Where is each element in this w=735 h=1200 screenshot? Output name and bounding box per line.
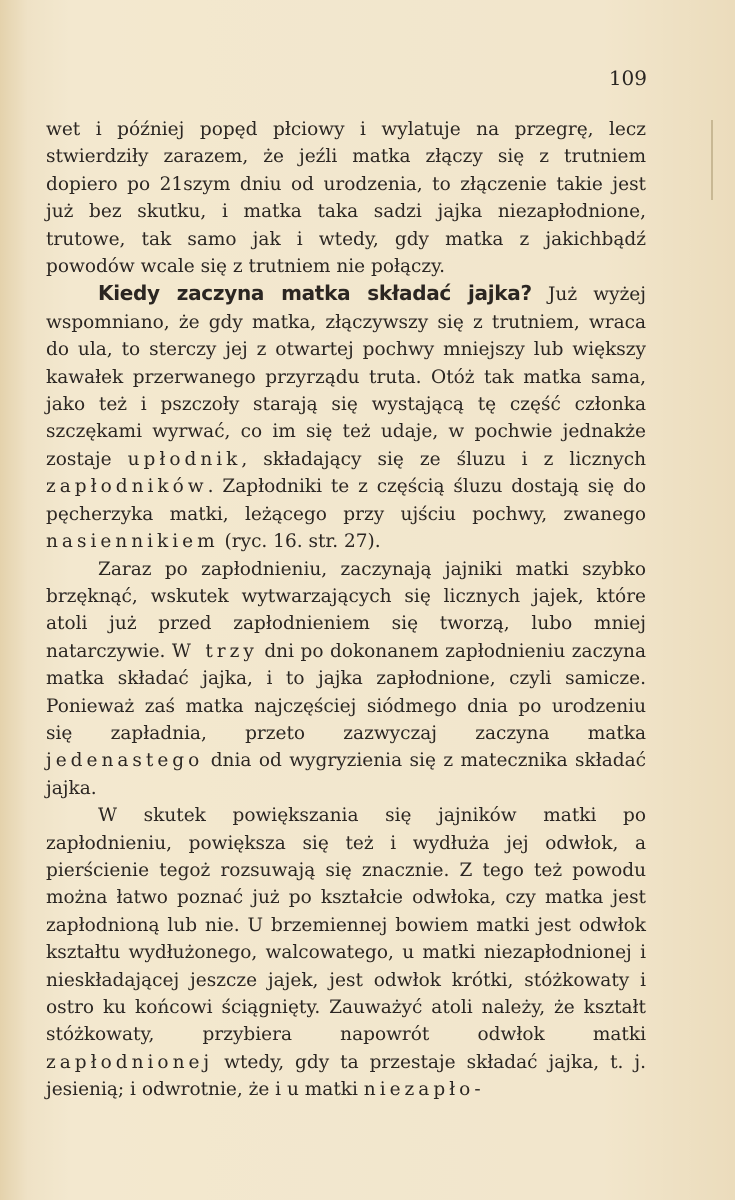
paragraph-2-text-d: (ryc. 16. str. 27).	[218, 531, 381, 553]
paragraph-2-text-c: . Zapłodniki te z częścią śluzu dostają się do pęcherzyka matki, leżącego przy ujściu pochwy, zwanego	[46, 476, 646, 525]
body-text	[46, 116, 646, 1104]
page-fold-mark	[711, 120, 713, 200]
spaced-term-upłodnik: upłodnik	[127, 448, 242, 470]
paragraph-3-text-c: dnia od wygryzienia się z matecznika składać jajka.	[46, 750, 646, 799]
spaced-term-nasiennikiem: nasiennikiem	[46, 531, 219, 553]
spaced-term-zapłodników: zapłodników	[46, 476, 208, 498]
paragraph-4-text-b: wtedy, gdy ta przestaje składać jajka, t. j. jesienią; i odwrotnie, że i u matki	[46, 1051, 646, 1101]
paragraph-2-text-a: Już wyżej wspomniano, że gdy matka, złączywszy się z trutniem, wraca do ula, to sterczy jej z otwartej pochwy mniejszy lub większy kawałek przerwanego przyrządu truta. Otóż tak matka sama, jako też i pszczoły starają się wystającą tę część członka szczękami wyrwać, co im się też udaje, w pochwie jednakże zostaje	[46, 284, 646, 470]
paragraph-3-text-b: dni po dokonanem zapłodnieniu zaczyna matka składać jajka, i to jajka zapłodnione, czyli samicze. Ponieważ zaś matka najczęściej siódmego dnia po urodzeniu się zapładnia, przeto zazwyczaj zaczyna matka	[46, 640, 647, 744]
spaced-term-zapłodnionej: zapłodnionej	[46, 1051, 214, 1073]
paragraph-4-text-a: W skutek powiększania się jajników matki po zapłodnieniu, powiększa się też i wydłuża jej odwłok, a pierścienie tegoż rozsuwają się znacznie. Z tego też powodu można łatwo poznać już po kształcie odwłoka, czy matka jest zapłodnioną lub nie. U brzemiennej bowiem matki jest odwłok kształtu wydłużonego, walcowatego, u matki niezapłodnionej i nieskładającej jeszcze jajek, jest odwłok krótki, stóżkowaty i ostro ku końcowi ściągnięty. Zauważyć atoli należy, że kształt stóżkowaty, przybiera napowrót odwłok matki	[46, 805, 646, 1046]
page-number: 109	[608, 66, 647, 90]
section-heading: Kiedy zaczyna matka składać jajka?	[98, 281, 532, 306]
paragraph-3	[46, 556, 646, 803]
paragraph-1-text: wet i później popęd płciowy i wylatuje na przegrę, lecz stwierdziły zarazem, że jeźli matka złączy się z trutniem dopiero po 21szym dniu od urodzenia, to złączenie takie jest już bez skutku, i matka taka sadzi jajka niezapłodnione, trutowe, tak samo jak i wtedy, gdy matka z jakichbądź powodów wcale się z trutniem nie połączy.	[46, 119, 646, 278]
spaced-term-w-trzy: W trzy	[171, 640, 258, 662]
paragraph-3-text-a: Zaraz po zapłodnieniu, zaczynają jajniki matki szybko brzęknąć, wskutek wytwarzających się licznych jajek, które atoli już przed zapłodnieniem się tworzą, lubo mniej natarczywie.	[46, 558, 646, 662]
paragraph-4	[46, 802, 646, 1103]
spaced-term-jedenastego: jedenastego	[46, 750, 204, 772]
paragraph-1	[46, 116, 646, 280]
paragraph-2	[46, 280, 646, 555]
paragraph-2-text-b: , składający się ze śluzu i z licznych	[241, 448, 646, 470]
spaced-term-niezapło: niezapło-	[363, 1079, 485, 1101]
